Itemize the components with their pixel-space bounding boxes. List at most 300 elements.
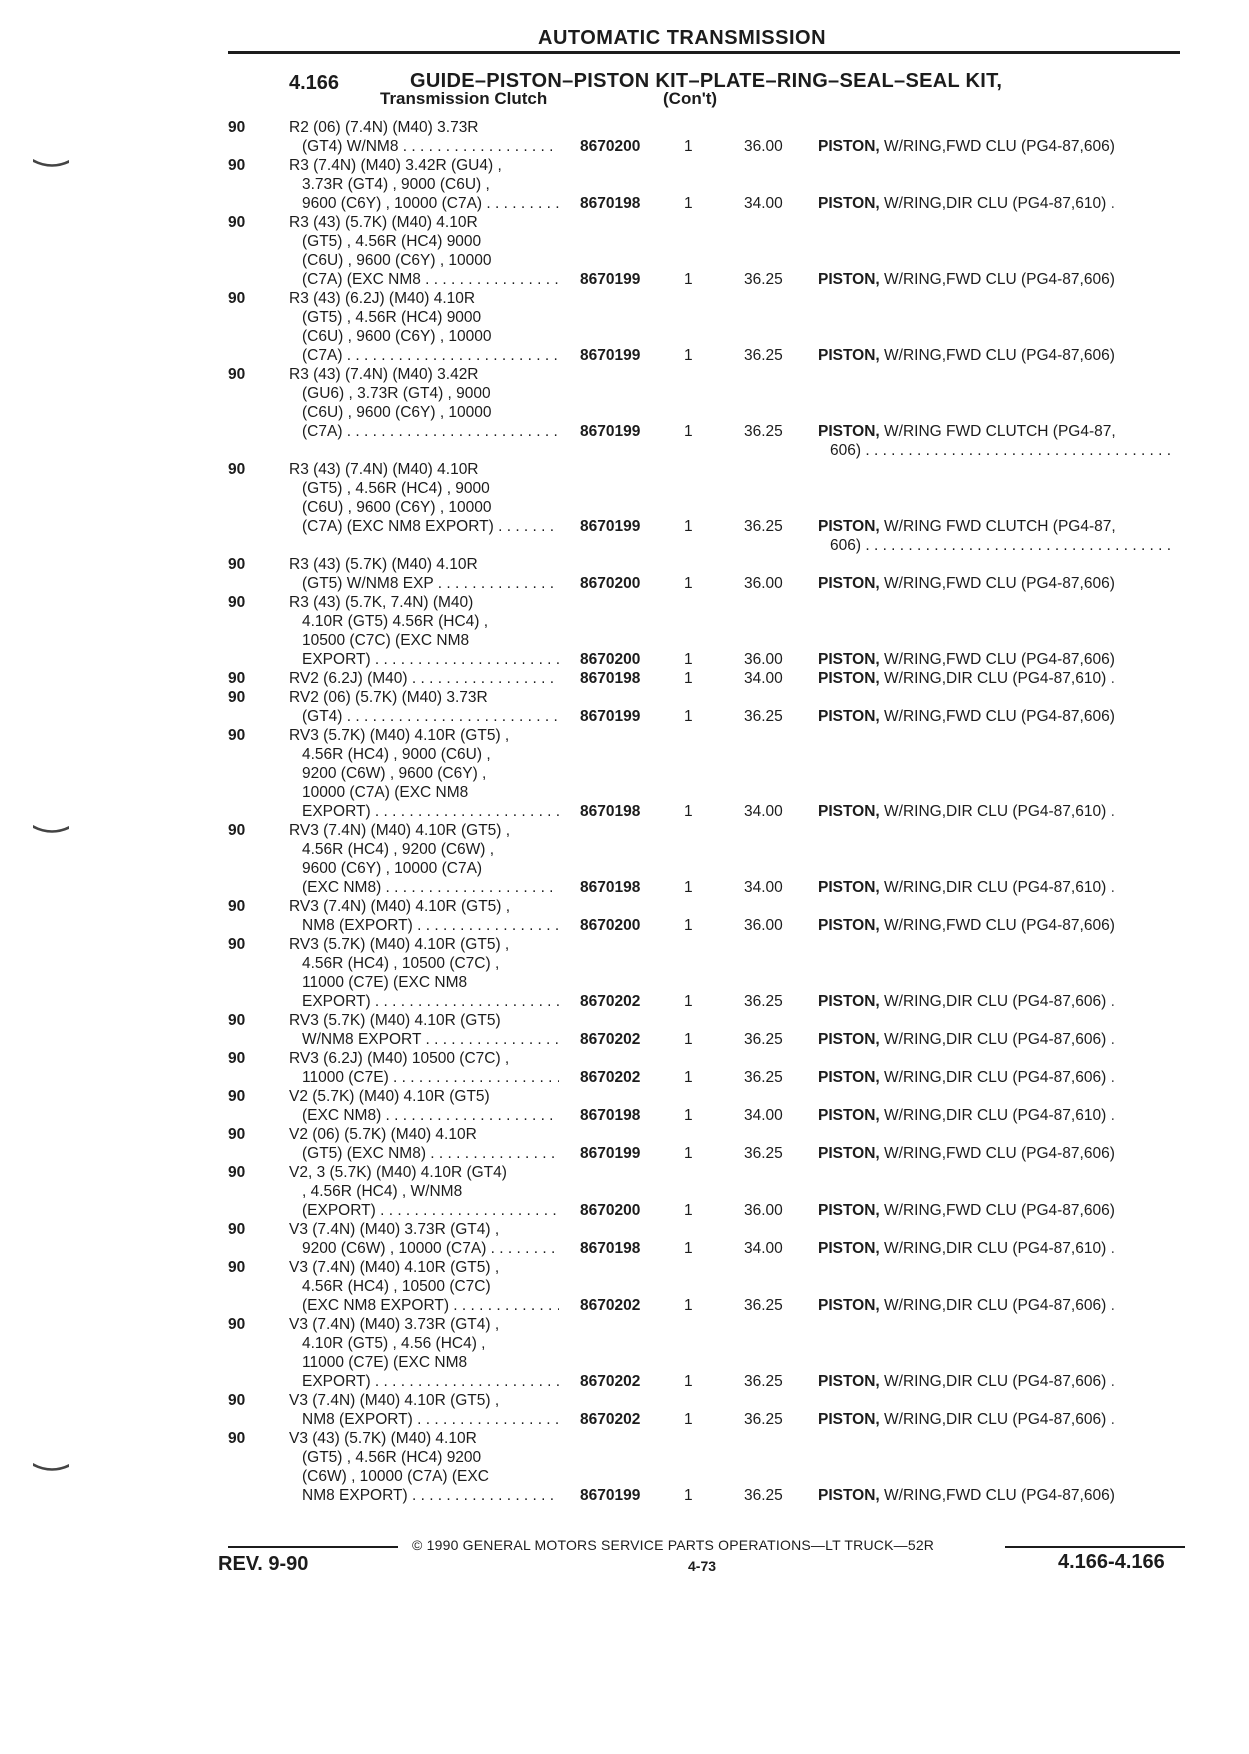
quantity: 1: [684, 1240, 693, 1257]
application-line: 9600 (C6Y) , 10000 (C7A): [302, 860, 483, 877]
part-number: 8670198: [580, 803, 641, 820]
application-line: 4.56R (HC4) , 9200 (C6W) ,: [302, 841, 495, 858]
parts-entry: [0, 1220, 1249, 1258]
application-line: (C6W) , 10000 (C7A) (EXC: [302, 1468, 489, 1485]
page-number: 4-73: [688, 1558, 717, 1574]
part-description: [818, 194, 1178, 213]
part-name: PISTON,: [818, 1297, 880, 1314]
part-number: 8670198: [580, 879, 641, 896]
application-description: [289, 156, 559, 213]
application-line: RV3 (7.4N) (M40) 4.10R (GT5) ,: [289, 898, 511, 915]
continuation-dot: .: [1106, 993, 1115, 1010]
part-name: PISTON,: [818, 1487, 880, 1504]
part-description: [818, 1372, 1178, 1391]
section-number: 4.166: [289, 72, 340, 94]
price: 34.00: [744, 1240, 783, 1257]
part-number: 8670200: [580, 651, 641, 668]
parts-entry: [0, 821, 1249, 897]
part-description: [818, 1296, 1178, 1315]
continuation-dot: .: [1106, 1297, 1115, 1314]
part-description: [818, 802, 1178, 821]
parts-entry: [0, 688, 1249, 726]
application-description: [289, 669, 559, 688]
quantity: 1: [684, 138, 693, 155]
binder-hole-mark: [32, 822, 70, 834]
application-line: 10000 (C7A) (EXC NM8: [302, 784, 469, 801]
application-line: 9200 (C6W) , 9600 (C6Y) ,: [302, 765, 487, 782]
price: 36.00: [744, 917, 783, 934]
quantity: 1: [684, 1487, 693, 1504]
part-description: [818, 1486, 1178, 1505]
price: 36.00: [744, 138, 783, 155]
model-year: 90: [228, 1430, 246, 1447]
application-line: R3 (43) (6.2J) (M40) 4.10R: [289, 290, 476, 307]
footer-rule-right: [1005, 1546, 1185, 1548]
price: 36.00: [744, 651, 783, 668]
application-description: [289, 118, 559, 156]
application-line: RV2 (06) (5.7K) (M40) 3.73R: [289, 689, 488, 706]
application-line: 3.73R (GT4) , 9000 (C6U) ,: [302, 176, 490, 193]
model-year: 90: [228, 822, 246, 839]
part-description: [818, 669, 1178, 688]
part-detail: W/RING,FWD CLU (PG4-87,606): [879, 917, 1115, 934]
part-number: 8670199: [580, 708, 641, 725]
application-line: (EXC NM8) . . .: [289, 1106, 559, 1125]
part-name: PISTON,: [818, 651, 880, 668]
continuation-dot: .: [1106, 1069, 1115, 1086]
application-line: RV3 (5.7K) (M40) 4.10R (GT5): [289, 1012, 501, 1029]
part-number: 8670199: [580, 1145, 641, 1162]
parts-entry: [0, 460, 1249, 555]
part-number: 8670202: [580, 993, 641, 1010]
application-line: V3 (7.4N) (M40) 4.10R (GT5) ,: [289, 1259, 500, 1276]
application-line: W/NM8 EXPORT . . .: [289, 1030, 559, 1049]
quantity: 1: [684, 879, 693, 896]
continuation-dot: .: [1106, 1411, 1115, 1428]
application-line: R3 (43) (5.7K, 7.4N) (M40): [289, 594, 474, 611]
application-line: 9200 (C6W) , 10000 (C7A) . . .: [289, 1239, 559, 1258]
application-line: (GT5) , 4.56R (HC4) 9000: [302, 309, 482, 326]
part-number: 8670200: [580, 138, 641, 155]
application-line: 11000 (C7E) . . .: [289, 1068, 559, 1087]
part-detail: W/RING,FWD CLU (PG4-87,606): [879, 1202, 1115, 1219]
part-name: PISTON,: [818, 518, 880, 535]
price: 36.25: [744, 1069, 783, 1086]
application-line: V2 (06) (5.7K) (M40) 4.10R: [289, 1126, 477, 1143]
price: 36.00: [744, 575, 783, 592]
model-year: 90: [228, 1392, 246, 1409]
model-year: 90: [228, 1164, 246, 1181]
parts-entry: [0, 1391, 1249, 1429]
model-year: 90: [228, 366, 246, 383]
section-reference: 4.166-4.166: [1058, 1551, 1165, 1573]
application-line: V3 (7.4N) (M40) 3.73R (GT4) ,: [289, 1221, 500, 1238]
part-description: [818, 992, 1178, 1011]
application-line: (GU6) , 3.73R (GT4) , 9000: [302, 385, 491, 402]
part-number: 8670200: [580, 1202, 641, 1219]
price: 34.00: [744, 1107, 783, 1124]
part-detail: W/RING,DIR CLU (PG4-87,606): [879, 1373, 1107, 1390]
parts-entry: [0, 1011, 1249, 1049]
price: 36.25: [744, 518, 783, 535]
part-name: PISTON,: [818, 271, 880, 288]
application-line: (C7A) . . .: [289, 422, 559, 441]
application-line: (C7A) (EXC NM8 . . .: [289, 270, 559, 289]
application-description: [289, 821, 559, 897]
price: 36.25: [744, 1031, 783, 1048]
part-number: 8670202: [580, 1031, 641, 1048]
part-description: [818, 574, 1178, 593]
application-line: RV3 (6.2J) (M40) 10500 (C7C) ,: [289, 1050, 510, 1067]
part-name: PISTON,: [818, 1411, 880, 1428]
part-name: PISTON,: [818, 423, 880, 440]
parts-entry: [0, 555, 1249, 593]
parts-entry: [0, 669, 1249, 688]
part-number: 8670200: [580, 917, 641, 934]
part-name: PISTON,: [818, 1240, 880, 1257]
model-year: 90: [228, 1316, 246, 1333]
application-line: EXPORT) . . .: [289, 650, 559, 669]
application-description: [289, 365, 559, 460]
application-description: [289, 726, 559, 821]
part-number: 8670199: [580, 271, 641, 288]
application-description: [289, 1429, 559, 1505]
application-line: EXPORT) . . .: [289, 802, 559, 821]
parts-entry: [0, 118, 1249, 156]
part-name: PISTON,: [818, 993, 880, 1010]
spacer-line: [289, 536, 559, 555]
parts-entry: [0, 1087, 1249, 1125]
price: 36.25: [744, 347, 783, 364]
part-name: PISTON,: [818, 708, 880, 725]
application-line: (EXC NM8 EXPORT) . . .: [289, 1296, 559, 1315]
model-year: 90: [228, 689, 246, 706]
application-line: NM8 (EXPORT) . . .: [289, 916, 559, 935]
part-number: 8670202: [580, 1297, 641, 1314]
quantity: 1: [684, 651, 693, 668]
part-description: [818, 878, 1178, 897]
parts-entry: [0, 935, 1249, 1011]
application-description: [289, 460, 559, 555]
price: 36.25: [744, 423, 783, 440]
application-description: [289, 1163, 559, 1220]
part-number: 8670198: [580, 195, 641, 212]
application-line: (EXPORT) . . .: [289, 1201, 559, 1220]
application-line: 11000 (C7E) (EXC NM8: [302, 1354, 468, 1371]
price: 36.25: [744, 1297, 783, 1314]
quantity: 1: [684, 708, 693, 725]
quantity: 1: [684, 195, 693, 212]
part-detail: W/RING,DIR CLU (PG4-87,606): [879, 1297, 1107, 1314]
price: 36.25: [744, 993, 783, 1010]
quantity: 1: [684, 1373, 693, 1390]
parts-entry: [0, 213, 1249, 289]
price: 36.25: [744, 1487, 783, 1504]
parts-entry: [0, 1125, 1249, 1163]
part-detail: W/RING,FWD CLU (PG4-87,606): [879, 708, 1115, 725]
parts-entry: [0, 1315, 1249, 1391]
application-description: [289, 1258, 559, 1315]
price: 34.00: [744, 195, 783, 212]
continuation-dot: .: [1106, 803, 1115, 820]
application-line: EXPORT) . . .: [289, 992, 559, 1011]
parts-entry: [0, 1049, 1249, 1087]
quantity: 1: [684, 518, 693, 535]
part-number: 8670198: [580, 670, 641, 687]
model-year: 90: [228, 119, 246, 136]
application-line: RV3 (5.7K) (M40) 4.10R (GT5) ,: [289, 936, 510, 953]
application-line: RV3 (5.7K) (M40) 4.10R (GT5) ,: [289, 727, 510, 744]
application-line: (C6U) , 9600 (C6Y) , 10000: [302, 499, 492, 516]
part-detail: W/RING,FWD CLU (PG4-87,606): [879, 347, 1115, 364]
application-line: V3 (7.4N) (M40) 3.73R (GT4) ,: [289, 1316, 500, 1333]
model-year: 90: [228, 1088, 246, 1105]
parts-list: [0, 118, 1249, 1505]
part-description: [818, 707, 1178, 726]
part-detail: W/RING,DIR CLU (PG4-87,610): [879, 1107, 1107, 1124]
application-line: (C6U) , 9600 (C6Y) , 10000: [302, 404, 492, 421]
model-year: 90: [228, 1126, 246, 1143]
part-detail: W/RING FWD CLUTCH (PG4-87,: [879, 518, 1116, 535]
quantity: 1: [684, 917, 693, 934]
application-line: (C7A) . . .: [289, 346, 559, 365]
part-description: [818, 1410, 1178, 1429]
part-number: 8670202: [580, 1069, 641, 1086]
application-description: [289, 289, 559, 365]
part-name: PISTON,: [818, 575, 880, 592]
continuation-dot: .: [1106, 1240, 1115, 1257]
application-description: [289, 213, 559, 289]
part-detail: W/RING,FWD CLU (PG4-87,606): [879, 138, 1115, 155]
parts-entry: [0, 593, 1249, 669]
application-line: R3 (43) (7.4N) (M40) 4.10R: [289, 461, 479, 478]
footer-copyright: © 1990 GENERAL MOTORS SERVICE PARTS OPERATIONS—LT TRUCK—52R: [412, 1537, 935, 1553]
part-name: PISTON,: [818, 670, 880, 687]
price: 36.25: [744, 1373, 783, 1390]
running-head: AUTOMATIC TRANSMISSION: [538, 27, 827, 49]
quantity: 1: [684, 347, 693, 364]
application-line: V2, 3 (5.7K) (M40) 4.10R (GT4): [289, 1164, 507, 1181]
application-line: R3 (43) (5.7K) (M40) 4.10R: [289, 556, 478, 573]
application-line: RV3 (7.4N) (M40) 4.10R (GT5) ,: [289, 822, 511, 839]
part-name: PISTON,: [818, 803, 880, 820]
model-year: 90: [228, 1259, 246, 1276]
application-line: (EXC NM8) . . .: [289, 878, 559, 897]
application-line: 4.56R (HC4) , 9000 (C6U) ,: [302, 746, 491, 763]
model-year: 90: [228, 727, 246, 744]
part-detail: W/RING,DIR CLU (PG4-87,606): [879, 1031, 1107, 1048]
part-name: PISTON,: [818, 195, 880, 212]
model-year: 90: [228, 1050, 246, 1067]
part-name: PISTON,: [818, 1373, 880, 1390]
model-year: 90: [228, 556, 246, 573]
application-description: [289, 688, 559, 726]
part-detail: W/RING,DIR CLU (PG4-87,610): [879, 195, 1107, 212]
application-line: (C7A) (EXC NM8 EXPORT) . . .: [289, 517, 559, 536]
continuation-dot: .: [1106, 195, 1115, 212]
part-detail: W/RING,DIR CLU (PG4-87,606): [879, 993, 1107, 1010]
quantity: 1: [684, 1031, 693, 1048]
part-description-continued: 606) . . .: [830, 536, 1178, 555]
application-description: [289, 1125, 559, 1163]
application-description: [289, 1220, 559, 1258]
quantity: 1: [684, 1145, 693, 1162]
price: 36.25: [744, 1411, 783, 1428]
binder-hole-mark: [32, 1460, 70, 1472]
quantity: 1: [684, 670, 693, 687]
quantity: 1: [684, 1202, 693, 1219]
part-name: PISTON,: [818, 1145, 880, 1162]
part-detail: W/RING,FWD CLU (PG4-87,606): [879, 271, 1115, 288]
part-description: [818, 1106, 1178, 1125]
part-number: 8670199: [580, 423, 641, 440]
application-line: (GT4) . . .: [289, 707, 559, 726]
part-detail: W/RING,DIR CLU (PG4-87,610): [879, 1240, 1107, 1257]
continuation-dot: .: [1106, 1107, 1115, 1124]
quantity: 1: [684, 1069, 693, 1086]
application-description: [289, 1049, 559, 1087]
application-line: (GT5) W/NM8 EXP . . .: [289, 574, 559, 593]
application-description: [289, 1391, 559, 1429]
part-description: [818, 1144, 1178, 1163]
header-rule: [228, 51, 1180, 54]
model-year: 90: [228, 290, 246, 307]
application-line: 10500 (C7C) (EXC NM8: [302, 632, 470, 649]
parts-entry: [0, 897, 1249, 935]
application-line: (C6U) , 9600 (C6Y) , 10000: [302, 252, 492, 269]
part-description: [818, 1239, 1178, 1258]
model-year: 90: [228, 936, 246, 953]
part-name: PISTON,: [818, 347, 880, 364]
model-year: 90: [228, 461, 246, 478]
part-name: PISTON,: [818, 917, 880, 934]
price: 34.00: [744, 670, 783, 687]
quantity: 1: [684, 1411, 693, 1428]
price: 36.25: [744, 271, 783, 288]
spacer-line: [289, 441, 559, 460]
application-line: (GT5) , 4.56R (HC4) 9200: [302, 1449, 482, 1466]
part-description: [818, 422, 1178, 441]
part-detail: W/RING,FWD CLU (PG4-87,606): [879, 1145, 1115, 1162]
part-description: [818, 1201, 1178, 1220]
part-description: [818, 517, 1178, 536]
part-detail: W/RING,FWD CLU (PG4-87,606): [879, 575, 1115, 592]
application-line: V3 (43) (5.7K) (M40) 4.10R: [289, 1430, 477, 1447]
part-description: [818, 346, 1178, 365]
application-line: (GT5) (EXC NM8) . . .: [289, 1144, 559, 1163]
price: 34.00: [744, 803, 783, 820]
binder-hole-mark: [32, 156, 70, 168]
application-line: 4.10R (GT5) , 4.56 (HC4) ,: [302, 1335, 486, 1352]
application-description: [289, 1011, 559, 1049]
part-number: 8670199: [580, 518, 641, 535]
part-detail: W/RING,DIR CLU (PG4-87,606): [879, 1069, 1107, 1086]
part-name: PISTON,: [818, 1107, 880, 1124]
revision-label: REV. 9-90: [218, 1553, 309, 1575]
footer-rule-left: [228, 1546, 398, 1548]
application-line: R3 (7.4N) (M40) 3.42R (GU4) ,: [289, 157, 502, 174]
part-detail: W/RING,FWD CLU (PG4-87,606): [879, 651, 1115, 668]
application-line: , 4.56R (HC4) , W/NM8: [302, 1183, 463, 1200]
application-line: (C6U) , 9600 (C6Y) , 10000: [302, 328, 492, 345]
application-line: (GT5) , 4.56R (HC4) , 9000: [302, 480, 490, 497]
section-title: GUIDE–PISTON–PISTON KIT–PLATE–RING–SEAL–SEAL KIT,: [410, 70, 1003, 92]
model-year: 90: [228, 898, 246, 915]
application-line: 4.56R (HC4) , 10500 (C7C) ,: [302, 955, 500, 972]
part-detail: W/RING,FWD CLU (PG4-87,606): [879, 1487, 1115, 1504]
application-line: R2 (06) (7.4N) (M40) 3.73R: [289, 119, 479, 136]
application-line: V3 (7.4N) (M40) 4.10R (GT5) ,: [289, 1392, 500, 1409]
part-number: 8670202: [580, 1411, 641, 1428]
quantity: 1: [684, 575, 693, 592]
part-name: PISTON,: [818, 1069, 880, 1086]
part-name: PISTON,: [818, 1031, 880, 1048]
continuation-dot: .: [1106, 1031, 1115, 1048]
section-subtitle: Transmission Clutch: [380, 89, 548, 108]
part-detail: W/RING,DIR CLU (PG4-87,610): [879, 803, 1107, 820]
application-description: [289, 935, 559, 1011]
parts-entry: [0, 365, 1249, 460]
price: 36.25: [744, 708, 783, 725]
application-line: (GT4) W/NM8 . . .: [289, 137, 559, 156]
part-description: [818, 916, 1178, 935]
parts-entry: [0, 1163, 1249, 1220]
continuation-dot: .: [1106, 670, 1115, 687]
application-line: R3 (43) (5.7K) (M40) 4.10R: [289, 214, 478, 231]
part-number: 8670199: [580, 1487, 641, 1504]
quantity: 1: [684, 423, 693, 440]
quantity: 1: [684, 1297, 693, 1314]
application-line: EXPORT) . . .: [289, 1372, 559, 1391]
part-detail: W/RING,DIR CLU (PG4-87,610): [879, 670, 1107, 687]
parts-entry: [0, 289, 1249, 365]
parts-entry: [0, 156, 1249, 213]
model-year: 90: [228, 214, 246, 231]
application-line: V2 (5.7K) (M40) 4.10R (GT5): [289, 1088, 490, 1105]
part-number: 8670198: [580, 1107, 641, 1124]
part-name: PISTON,: [818, 138, 880, 155]
parts-entry: [0, 726, 1249, 821]
part-description: [818, 1030, 1178, 1049]
application-line: R3 (43) (7.4N) (M40) 3.42R: [289, 366, 479, 383]
application-line: 4.56R (HC4) , 10500 (C7C): [302, 1278, 491, 1295]
part-name: PISTON,: [818, 879, 880, 896]
part-name: PISTON,: [818, 1202, 880, 1219]
part-number: 8670200: [580, 575, 641, 592]
part-description: [818, 1068, 1178, 1087]
price: 34.00: [744, 879, 783, 896]
part-detail: W/RING,DIR CLU (PG4-87,610): [879, 879, 1107, 896]
price: 36.00: [744, 1202, 783, 1219]
application-line: RV2 (6.2J) (M40) . . .: [289, 669, 559, 688]
part-number: 8670202: [580, 1373, 641, 1390]
application-description: [289, 1087, 559, 1125]
model-year: 90: [228, 670, 246, 687]
model-year: 90: [228, 594, 246, 611]
price: 36.25: [744, 1145, 783, 1162]
part-description: [818, 137, 1178, 156]
parts-entry: [0, 1429, 1249, 1505]
continued-label: (Con't): [663, 89, 718, 108]
parts-entry: [0, 1258, 1249, 1315]
part-description: [818, 270, 1178, 289]
part-number: 8670199: [580, 347, 641, 364]
model-year: 90: [228, 157, 246, 174]
part-detail: W/RING FWD CLUTCH (PG4-87,: [879, 423, 1116, 440]
quantity: 1: [684, 993, 693, 1010]
part-detail: W/RING,DIR CLU (PG4-87,606): [879, 1411, 1107, 1428]
model-year: 90: [228, 1221, 246, 1238]
